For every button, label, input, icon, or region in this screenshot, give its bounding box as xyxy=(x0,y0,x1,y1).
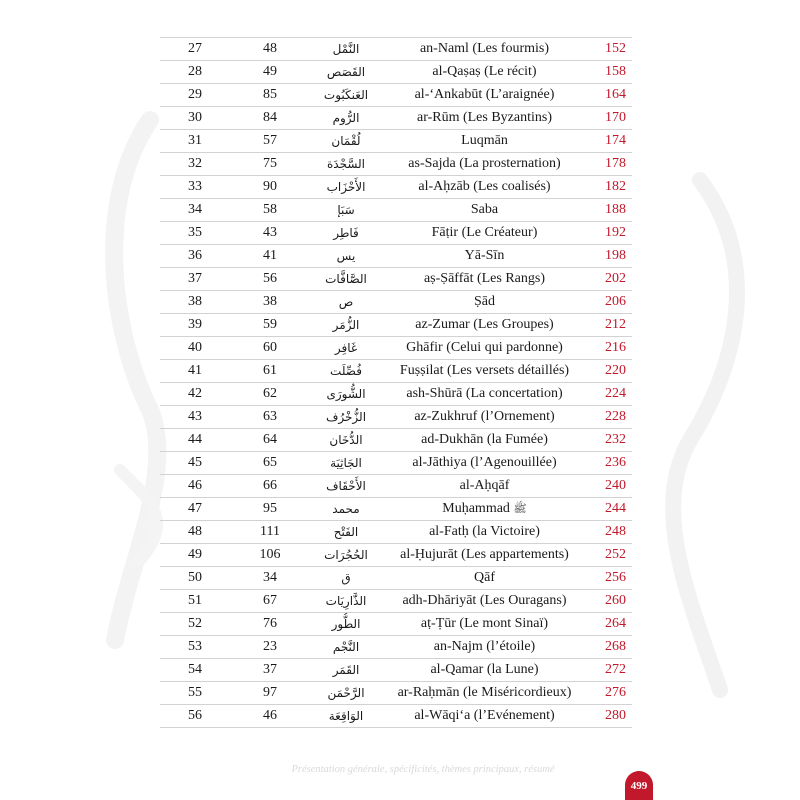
transliterated-name: Fāṭir (Le Créateur) xyxy=(382,222,587,245)
table-row xyxy=(160,153,632,176)
page-reference: 212 xyxy=(587,314,632,337)
verse-count: 75 xyxy=(230,153,310,176)
transliterated-name: al-Qaṣaṣ (Le récit) xyxy=(382,61,587,84)
verse-count: 58 xyxy=(230,199,310,222)
verse-count: 111 xyxy=(230,521,310,544)
verse-count: 57 xyxy=(230,130,310,153)
page-reference: 202 xyxy=(587,268,632,291)
surah-number: 28 xyxy=(160,61,230,84)
arabic-name: محمد xyxy=(310,498,382,521)
transliterated-name-text: Muḥammad xyxy=(442,500,510,516)
page-reference: 276 xyxy=(587,682,632,705)
table-row xyxy=(160,291,632,314)
surah-number: 41 xyxy=(160,360,230,383)
page-reference: 268 xyxy=(587,636,632,659)
surah-number: 35 xyxy=(160,222,230,245)
page-reference: 236 xyxy=(587,452,632,475)
arabic-name: الطُّور xyxy=(310,613,382,636)
transliterated-name: al-Aḥzāb (Les coalisés) xyxy=(382,176,587,199)
transliterated-name: al-Aḥqāf xyxy=(382,475,587,498)
table-row xyxy=(160,636,632,659)
verse-count: 76 xyxy=(230,613,310,636)
page-reference: 224 xyxy=(587,383,632,406)
verse-count: 106 xyxy=(230,544,310,567)
surah-number: 29 xyxy=(160,84,230,107)
table-row xyxy=(160,590,632,613)
table-row xyxy=(160,61,632,84)
surah-number: 31 xyxy=(160,130,230,153)
table-row xyxy=(160,475,632,498)
transliterated-name: ad-Dukhān (la Fumée) xyxy=(382,429,587,452)
transliterated-name: an-Najm (l’étoile) xyxy=(382,636,587,659)
arabic-name: النَّجْم xyxy=(310,636,382,659)
transliterated-name: al-Wāqi‘a (l’Evénement) xyxy=(382,705,587,728)
transliterated-name: Fuṣṣilat (Les versets détaillés) xyxy=(382,360,587,383)
verse-count: 64 xyxy=(230,429,310,452)
transliterated-name: az-Zumar (Les Groupes) xyxy=(382,314,587,337)
transliterated-name: Ghāfir (Celui qui pardonne) xyxy=(382,337,587,360)
page-reference: 164 xyxy=(587,84,632,107)
transliterated-name: Ṣād xyxy=(382,291,587,314)
surah-number: 42 xyxy=(160,383,230,406)
transliterated-name: ar-Rūm (Les Byzantins) xyxy=(382,107,587,130)
transliterated-name: al-Qamar (la Lune) xyxy=(382,659,587,682)
surah-number: 44 xyxy=(160,429,230,452)
arabic-name: الأَحْقَاف xyxy=(310,475,382,498)
table-row xyxy=(160,705,632,728)
verse-count: 38 xyxy=(230,291,310,314)
verse-count: 46 xyxy=(230,705,310,728)
verse-count: 49 xyxy=(230,61,310,84)
verse-count: 37 xyxy=(230,659,310,682)
surah-number: 54 xyxy=(160,659,230,682)
page-reference: 272 xyxy=(587,659,632,682)
arabic-name: الدُّخَان xyxy=(310,429,382,452)
arabic-name: الفَتْح xyxy=(310,521,382,544)
transliterated-name: aṭ-Ṭūr (Le mont Sinaï) xyxy=(382,613,587,636)
page-reference: 178 xyxy=(587,153,632,176)
transliterated-name: al-Jāthiya (l’Agenouillée) xyxy=(382,452,587,475)
arabic-name: الأَحْزَاب xyxy=(310,176,382,199)
transliterated-name: al-‘Ankabūt (L’araignée) xyxy=(382,84,587,107)
arabic-name: القَصَص xyxy=(310,61,382,84)
verse-count: 67 xyxy=(230,590,310,613)
arabic-name: الوَاقِعَة xyxy=(310,705,382,728)
arabic-name: الرُّوم xyxy=(310,107,382,130)
transliterated-name: Saba xyxy=(382,199,587,222)
transliterated-name: adh-Dhāriyāt (Les Ouragans) xyxy=(382,590,587,613)
transliterated-name: ash-Shūrā (La concertation) xyxy=(382,383,587,406)
surah-table-body xyxy=(160,38,632,728)
surah-number: 40 xyxy=(160,337,230,360)
arabic-name: الزُّمَر xyxy=(310,314,382,337)
verse-count: 66 xyxy=(230,475,310,498)
verse-count: 84 xyxy=(230,107,310,130)
transliterated-name: al-Ḥujurāt (Les appartements) xyxy=(382,544,587,567)
table-row xyxy=(160,521,632,544)
verse-count: 56 xyxy=(230,268,310,291)
verse-count: 59 xyxy=(230,314,310,337)
page-reference: 220 xyxy=(587,360,632,383)
surah-table xyxy=(160,37,632,728)
surah-number: 34 xyxy=(160,199,230,222)
transliterated-name: Yā-Sīn xyxy=(382,245,587,268)
table-row xyxy=(160,567,632,590)
table-row xyxy=(160,38,632,61)
arabic-name: ص xyxy=(310,291,382,314)
transliterated-name: Luqmān xyxy=(382,130,587,153)
arabic-name: العَنكَبُوت xyxy=(310,84,382,107)
table-row xyxy=(160,406,632,429)
table-row xyxy=(160,199,632,222)
table-row xyxy=(160,544,632,567)
table-row xyxy=(160,176,632,199)
surah-number: 45 xyxy=(160,452,230,475)
page-reference: 280 xyxy=(587,705,632,728)
page-reference: 252 xyxy=(587,544,632,567)
surah-number: 52 xyxy=(160,613,230,636)
verse-count: 85 xyxy=(230,84,310,107)
table-row xyxy=(160,84,632,107)
table-row xyxy=(160,314,632,337)
arabic-name: فَاطِر xyxy=(310,222,382,245)
verse-count: 60 xyxy=(230,337,310,360)
table-row xyxy=(160,245,632,268)
transliterated-name: az-Zukhruf (l’Ornement) xyxy=(382,406,587,429)
verse-count: 43 xyxy=(230,222,310,245)
page-reference: 188 xyxy=(587,199,632,222)
table-row xyxy=(160,222,632,245)
surah-number: 49 xyxy=(160,544,230,567)
arabic-name: القَمَر xyxy=(310,659,382,682)
page-reference: 174 xyxy=(587,130,632,153)
surah-number: 30 xyxy=(160,107,230,130)
surah-number: 46 xyxy=(160,475,230,498)
page-reference: 248 xyxy=(587,521,632,544)
table-row xyxy=(160,498,632,521)
surah-number: 53 xyxy=(160,636,230,659)
table-row xyxy=(160,682,632,705)
verse-count: 62 xyxy=(230,383,310,406)
arabic-name: الذَّارِيَات xyxy=(310,590,382,613)
page-reference: 228 xyxy=(587,406,632,429)
page-reference: 152 xyxy=(587,38,632,61)
verse-count: 65 xyxy=(230,452,310,475)
surah-number: 37 xyxy=(160,268,230,291)
arabic-name: ق xyxy=(310,567,382,590)
verse-count: 48 xyxy=(230,38,310,61)
page-reference: 244 xyxy=(587,498,632,521)
surah-number: 55 xyxy=(160,682,230,705)
surah-number: 50 xyxy=(160,567,230,590)
page-reference: 170 xyxy=(587,107,632,130)
table-row xyxy=(160,337,632,360)
table-row xyxy=(160,452,632,475)
transliterated-name: Qāf xyxy=(382,567,587,590)
verse-count: 34 xyxy=(230,567,310,590)
transliterated-name: aṣ-Ṣāffāt (Les Rangs) xyxy=(382,268,587,291)
surah-number: 43 xyxy=(160,406,230,429)
table-row xyxy=(160,659,632,682)
table-row xyxy=(160,383,632,406)
surah-number: 38 xyxy=(160,291,230,314)
table-row xyxy=(160,429,632,452)
arabic-name: سَبَإ xyxy=(310,199,382,222)
surah-number: 47 xyxy=(160,498,230,521)
page-number-badge: 499 xyxy=(625,771,653,800)
page-reference: 206 xyxy=(587,291,632,314)
transliterated-name xyxy=(382,498,587,521)
verse-count: 41 xyxy=(230,245,310,268)
arabic-name: غَافِر xyxy=(310,337,382,360)
running-footer: Présentation générale, spécificités, thèmes principaux, résumé xyxy=(291,764,555,775)
page-reference: 232 xyxy=(587,429,632,452)
page-reference: 264 xyxy=(587,613,632,636)
arabic-name: الزُّخْرُف xyxy=(310,406,382,429)
transliterated-name: ar-Raḥmān (le Miséricordieux) xyxy=(382,682,587,705)
arabic-name: الرَّحْمَن xyxy=(310,682,382,705)
honorific-glyph: ﷺ xyxy=(513,502,527,515)
table-row xyxy=(160,613,632,636)
verse-count: 90 xyxy=(230,176,310,199)
surah-number: 32 xyxy=(160,153,230,176)
page-reference: 256 xyxy=(587,567,632,590)
surah-number: 56 xyxy=(160,705,230,728)
table-row xyxy=(160,130,632,153)
table-row xyxy=(160,107,632,130)
surah-table-container xyxy=(160,37,632,728)
arabic-name: الشُّورَى xyxy=(310,383,382,406)
page-reference: 198 xyxy=(587,245,632,268)
surah-number: 36 xyxy=(160,245,230,268)
arabic-name: الحُجُرَات xyxy=(310,544,382,567)
page-reference: 216 xyxy=(587,337,632,360)
table-row xyxy=(160,360,632,383)
transliterated-name: al-Fatḥ (la Victoire) xyxy=(382,521,587,544)
page-reference: 240 xyxy=(587,475,632,498)
verse-count: 61 xyxy=(230,360,310,383)
surah-number: 27 xyxy=(160,38,230,61)
page-reference: 158 xyxy=(587,61,632,84)
page-reference: 192 xyxy=(587,222,632,245)
transliterated-name: an-Naml (Les fourmis) xyxy=(382,38,587,61)
page-reference: 260 xyxy=(587,590,632,613)
verse-count: 23 xyxy=(230,636,310,659)
verse-count: 95 xyxy=(230,498,310,521)
arabic-name: الجَاثِيَة xyxy=(310,452,382,475)
arabic-name: الصَّافَّات xyxy=(310,268,382,291)
surah-number: 33 xyxy=(160,176,230,199)
surah-number: 39 xyxy=(160,314,230,337)
arabic-name: يس xyxy=(310,245,382,268)
verse-count: 63 xyxy=(230,406,310,429)
arabic-name: فُصِّلَت xyxy=(310,360,382,383)
page-reference: 182 xyxy=(587,176,632,199)
arabic-name: لُقْمَان xyxy=(310,130,382,153)
verse-count: 97 xyxy=(230,682,310,705)
surah-number: 48 xyxy=(160,521,230,544)
transliterated-name: as-Sajda (La prosternation) xyxy=(382,153,587,176)
arabic-name: السَّجْدَة xyxy=(310,153,382,176)
surah-number: 51 xyxy=(160,590,230,613)
table-row xyxy=(160,268,632,291)
arabic-name: النَّمْل xyxy=(310,38,382,61)
